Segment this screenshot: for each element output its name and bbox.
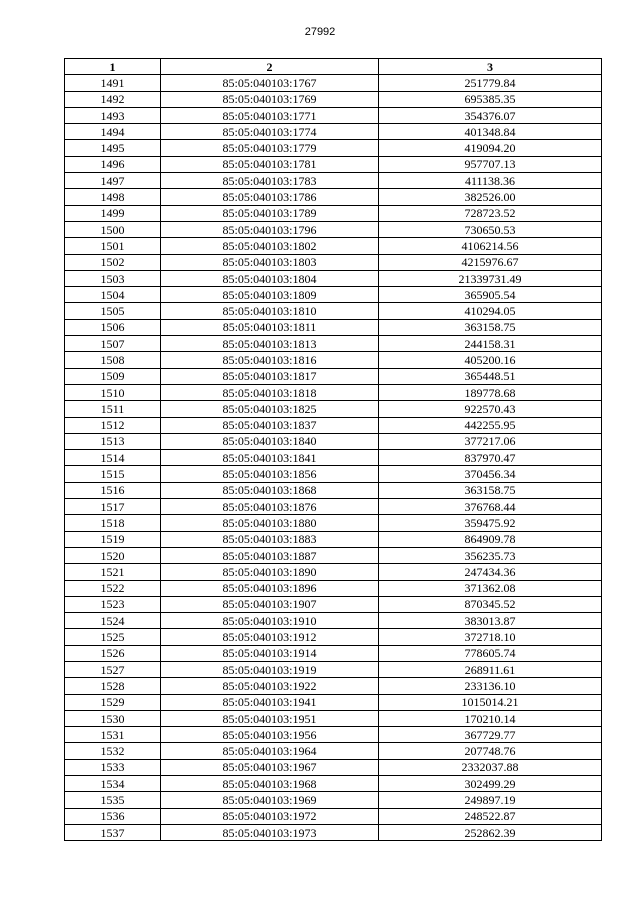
row-number-cell: 1518 <box>65 515 161 531</box>
value-cell: 359475.92 <box>379 515 602 531</box>
table-row <box>65 694 602 710</box>
cadastral-number-cell: 85:05:040103:1890 <box>161 564 379 580</box>
row-number-cell: 1534 <box>65 776 161 792</box>
value-cell: 442255.95 <box>379 417 602 433</box>
cadastral-number-cell: 85:05:040103:1816 <box>161 352 379 368</box>
row-number-cell: 1494 <box>65 124 161 140</box>
table-row <box>65 140 602 156</box>
cadastral-number-cell: 85:05:040103:1919 <box>161 661 379 677</box>
value-cell: 411138.36 <box>379 173 602 189</box>
cadastral-number-cell: 85:05:040103:1876 <box>161 499 379 515</box>
cadastral-number-cell: 85:05:040103:1972 <box>161 808 379 824</box>
value-cell: 365905.54 <box>379 287 602 303</box>
cadastral-number-cell: 85:05:040103:1771 <box>161 107 379 123</box>
cadastral-number-cell: 85:05:040103:1969 <box>161 792 379 808</box>
value-cell: 249897.19 <box>379 792 602 808</box>
value-cell: 837970.47 <box>379 450 602 466</box>
value-cell: 4215976.67 <box>379 254 602 270</box>
table-body <box>65 75 602 841</box>
cadastral-number-cell: 85:05:040103:1968 <box>161 776 379 792</box>
row-number-cell: 1508 <box>65 352 161 368</box>
table-row <box>65 205 602 221</box>
cadastral-number-cell: 85:05:040103:1810 <box>161 303 379 319</box>
cadastral-number-cell: 85:05:040103:1912 <box>161 629 379 645</box>
value-cell: 370456.34 <box>379 466 602 482</box>
value-cell: 376768.44 <box>379 499 602 515</box>
value-cell: 354376.07 <box>379 107 602 123</box>
cadastral-number-cell: 85:05:040103:1967 <box>161 759 379 775</box>
table-row <box>65 319 602 335</box>
cadastral-number-cell: 85:05:040103:1811 <box>161 319 379 335</box>
value-cell: 233136.10 <box>379 678 602 694</box>
cadastral-number-cell: 85:05:040103:1804 <box>161 270 379 286</box>
table-row <box>65 482 602 498</box>
table-row <box>65 91 602 107</box>
value-cell: 383013.87 <box>379 613 602 629</box>
table-row <box>65 221 602 237</box>
cadastral-number-cell: 85:05:040103:1779 <box>161 140 379 156</box>
cadastral-number-cell: 85:05:040103:1817 <box>161 368 379 384</box>
row-number-cell: 1513 <box>65 433 161 449</box>
value-cell: 401348.84 <box>379 124 602 140</box>
row-number-cell: 1522 <box>65 580 161 596</box>
row-number-cell: 1526 <box>65 645 161 661</box>
value-cell: 189778.68 <box>379 384 602 400</box>
table-row <box>65 352 602 368</box>
value-cell: 251779.84 <box>379 75 602 91</box>
table-row <box>65 450 602 466</box>
row-number-cell: 1504 <box>65 287 161 303</box>
value-cell: 207748.76 <box>379 743 602 759</box>
table-row <box>65 515 602 531</box>
row-number-cell: 1510 <box>65 384 161 400</box>
row-number-cell: 1501 <box>65 238 161 254</box>
value-cell: 957707.13 <box>379 156 602 172</box>
row-number-cell: 1492 <box>65 91 161 107</box>
table-row <box>65 156 602 172</box>
table-row <box>65 596 602 612</box>
row-number-cell: 1531 <box>65 727 161 743</box>
cadastral-number-cell: 85:05:040103:1774 <box>161 124 379 140</box>
table-row <box>65 564 602 580</box>
row-number-cell: 1514 <box>65 450 161 466</box>
cadastral-number-cell: 85:05:040103:1896 <box>161 580 379 596</box>
row-number-cell: 1521 <box>65 564 161 580</box>
table-row <box>65 645 602 661</box>
row-number-cell: 1502 <box>65 254 161 270</box>
row-number-cell: 1507 <box>65 336 161 352</box>
value-cell: 363158.75 <box>379 319 602 335</box>
value-cell: 419094.20 <box>379 140 602 156</box>
value-cell: 365448.51 <box>379 368 602 384</box>
row-number-cell: 1532 <box>65 743 161 759</box>
table-row <box>65 303 602 319</box>
table-row <box>65 547 602 563</box>
cadastral-number-cell: 85:05:040103:1910 <box>161 613 379 629</box>
row-number-cell: 1496 <box>65 156 161 172</box>
cadastral-number-cell: 85:05:040103:1789 <box>161 205 379 221</box>
row-number-cell: 1512 <box>65 417 161 433</box>
table-row <box>65 336 602 352</box>
table-row <box>65 743 602 759</box>
cadastral-number-cell: 85:05:040103:1783 <box>161 173 379 189</box>
row-number-cell: 1500 <box>65 221 161 237</box>
row-number-cell: 1509 <box>65 368 161 384</box>
value-cell: 372718.10 <box>379 629 602 645</box>
row-number-cell: 1517 <box>65 499 161 515</box>
value-cell: 410294.05 <box>379 303 602 319</box>
table-row <box>65 107 602 123</box>
row-number-cell: 1537 <box>65 824 161 840</box>
cadastral-number-cell: 85:05:040103:1887 <box>161 547 379 563</box>
row-number-cell: 1533 <box>65 759 161 775</box>
table-row <box>65 629 602 645</box>
row-number-cell: 1506 <box>65 319 161 335</box>
cadastral-number-cell: 85:05:040103:1951 <box>161 710 379 726</box>
row-number-cell: 1499 <box>65 205 161 221</box>
cadastral-number-cell: 85:05:040103:1825 <box>161 401 379 417</box>
cadastral-number-cell: 85:05:040103:1880 <box>161 515 379 531</box>
value-cell: 268911.61 <box>379 661 602 677</box>
row-number-cell: 1523 <box>65 596 161 612</box>
value-cell: 252862.39 <box>379 824 602 840</box>
row-number-cell: 1530 <box>65 710 161 726</box>
value-cell: 363158.75 <box>379 482 602 498</box>
cadastral-number-cell: 85:05:040103:1767 <box>161 75 379 91</box>
row-number-cell: 1527 <box>65 661 161 677</box>
row-number-cell: 1497 <box>65 173 161 189</box>
cadastral-number-cell: 85:05:040103:1813 <box>161 336 379 352</box>
cadastral-number-cell: 85:05:040103:1922 <box>161 678 379 694</box>
cadastral-number-cell: 85:05:040103:1809 <box>161 287 379 303</box>
table-row <box>65 824 602 840</box>
value-cell: 356235.73 <box>379 547 602 563</box>
table-row <box>65 254 602 270</box>
cadastral-number-cell: 85:05:040103:1796 <box>161 221 379 237</box>
value-cell: 248522.87 <box>379 808 602 824</box>
row-number-cell: 1524 <box>65 613 161 629</box>
cadastral-number-cell: 85:05:040103:1769 <box>161 91 379 107</box>
value-cell: 4106214.56 <box>379 238 602 254</box>
table-row <box>65 384 602 400</box>
value-cell: 405200.16 <box>379 352 602 368</box>
value-cell: 377217.06 <box>379 433 602 449</box>
value-cell: 695385.35 <box>379 91 602 107</box>
column-header-1: 1 <box>65 59 161 75</box>
cadastral-number-cell: 85:05:040103:1964 <box>161 743 379 759</box>
cadastral-number-cell: 85:05:040103:1781 <box>161 156 379 172</box>
table-row <box>65 368 602 384</box>
table-row <box>65 401 602 417</box>
value-cell: 247434.36 <box>379 564 602 580</box>
table-row <box>65 678 602 694</box>
table-row <box>65 727 602 743</box>
cadastral-number-cell: 85:05:040103:1840 <box>161 433 379 449</box>
row-number-cell: 1503 <box>65 270 161 286</box>
value-cell: 728723.52 <box>379 205 602 221</box>
row-number-cell: 1519 <box>65 531 161 547</box>
value-cell: 922570.43 <box>379 401 602 417</box>
value-cell: 244158.31 <box>379 336 602 352</box>
table-row <box>65 499 602 515</box>
value-cell: 1015014.21 <box>379 694 602 710</box>
cadastral-number-cell: 85:05:040103:1868 <box>161 482 379 498</box>
row-number-cell: 1535 <box>65 792 161 808</box>
table-row <box>65 661 602 677</box>
value-cell: 778605.74 <box>379 645 602 661</box>
column-header-3: 3 <box>379 59 602 75</box>
table-row <box>65 759 602 775</box>
row-number-cell: 1491 <box>65 75 161 91</box>
row-number-cell: 1511 <box>65 401 161 417</box>
column-header-2: 2 <box>161 59 379 75</box>
value-cell: 170210.14 <box>379 710 602 726</box>
row-number-cell: 1525 <box>65 629 161 645</box>
row-number-cell: 1505 <box>65 303 161 319</box>
table-row <box>65 613 602 629</box>
cadastral-number-cell: 85:05:040103:1818 <box>161 384 379 400</box>
table-row <box>65 808 602 824</box>
page-number: 27992 <box>304 26 336 38</box>
header-row <box>65 59 602 75</box>
table-row <box>65 270 602 286</box>
value-cell: 382526.00 <box>379 189 602 205</box>
cadastral-number-cell: 85:05:040103:1803 <box>161 254 379 270</box>
cadastral-number-cell: 85:05:040103:1883 <box>161 531 379 547</box>
value-cell: 2332037.88 <box>379 759 602 775</box>
table-row <box>65 75 602 91</box>
table-row <box>65 189 602 205</box>
value-cell: 371362.08 <box>379 580 602 596</box>
cadastral-number-cell: 85:05:040103:1973 <box>161 824 379 840</box>
row-number-cell: 1498 <box>65 189 161 205</box>
table-row <box>65 287 602 303</box>
value-cell: 21339731.49 <box>379 270 602 286</box>
table-row <box>65 792 602 808</box>
value-cell: 730650.53 <box>379 221 602 237</box>
cadastral-number-cell: 85:05:040103:1956 <box>161 727 379 743</box>
cadastral-number-cell: 85:05:040103:1914 <box>161 645 379 661</box>
row-number-cell: 1520 <box>65 547 161 563</box>
table-row <box>65 417 602 433</box>
registry-table <box>64 58 602 841</box>
row-number-cell: 1536 <box>65 808 161 824</box>
row-number-cell: 1516 <box>65 482 161 498</box>
table-row <box>65 238 602 254</box>
table-row <box>65 580 602 596</box>
table-row <box>65 710 602 726</box>
row-number-cell: 1515 <box>65 466 161 482</box>
value-cell: 864909.78 <box>379 531 602 547</box>
table-row <box>65 776 602 792</box>
table-row <box>65 124 602 140</box>
cadastral-number-cell: 85:05:040103:1856 <box>161 466 379 482</box>
row-number-cell: 1493 <box>65 107 161 123</box>
cadastral-number-cell: 85:05:040103:1907 <box>161 596 379 612</box>
value-cell: 302499.29 <box>379 776 602 792</box>
cadastral-number-cell: 85:05:040103:1837 <box>161 417 379 433</box>
cadastral-number-cell: 85:05:040103:1786 <box>161 189 379 205</box>
row-number-cell: 1495 <box>65 140 161 156</box>
row-number-cell: 1528 <box>65 678 161 694</box>
table-row <box>65 531 602 547</box>
table-row <box>65 173 602 189</box>
row-number-cell: 1529 <box>65 694 161 710</box>
value-cell: 870345.52 <box>379 596 602 612</box>
table-row <box>65 433 602 449</box>
cadastral-number-cell: 85:05:040103:1802 <box>161 238 379 254</box>
cadastral-number-cell: 85:05:040103:1941 <box>161 694 379 710</box>
value-cell: 367729.77 <box>379 727 602 743</box>
table-row <box>65 466 602 482</box>
cadastral-number-cell: 85:05:040103:1841 <box>161 450 379 466</box>
